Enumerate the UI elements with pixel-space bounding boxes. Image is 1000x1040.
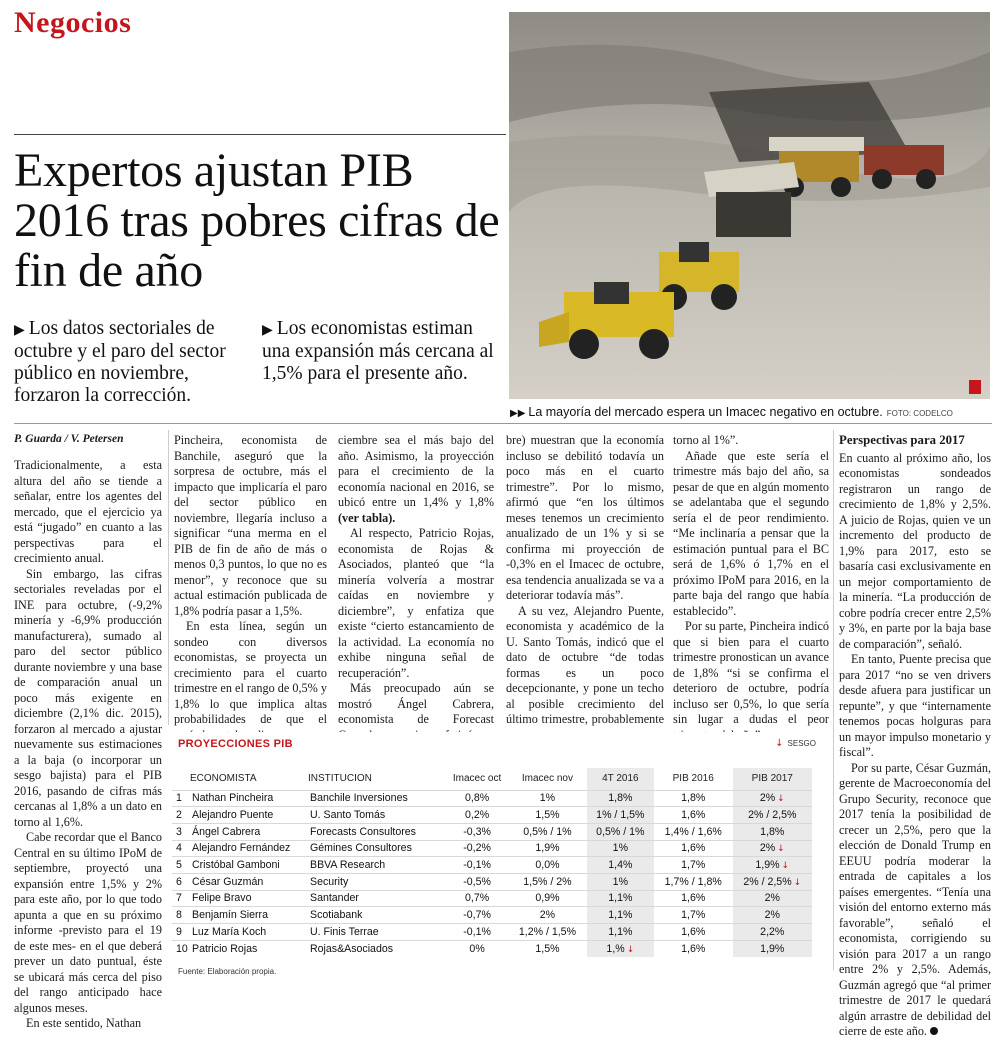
paragraph: En este sentido, Nathan xyxy=(26,1016,142,1030)
cell-value: -0,7% xyxy=(463,909,491,922)
paragraph: En tanto, Puente precisa que para 2017 “no se ven drivers desde afuera para justificar un repunte”, y que “internamente tenemos pocas holguras para un mayor impulso monetario y fiscal”. xyxy=(839,652,991,759)
deck-item-1 xyxy=(14,318,250,407)
table-row xyxy=(172,807,812,824)
article-column-4 xyxy=(506,433,664,743)
paragraph: Añade que este sería el trimestre más bajo del año, sa pesar de que en algún momento se adelantaba que el segundo sería el de peor rendimiento. “Me inclinaría a pensar que la estimación puntual para el BC será de 1,6% ó 1,7% en el próximo IPoM para 2016, en la parte baja del rango que había establecido”. xyxy=(673,448,829,618)
column-header: Imacec oct xyxy=(452,773,502,785)
table-cell xyxy=(587,907,654,924)
table-cell xyxy=(508,807,587,824)
cell-value: 0,2% xyxy=(465,809,490,822)
cell-value: 1,7% xyxy=(681,859,706,872)
cell-value: 5 xyxy=(176,859,182,872)
table-cell xyxy=(308,840,446,857)
cell-value: 1,6% xyxy=(681,942,706,955)
table-source: Fuente: Elaboración propia. xyxy=(178,967,277,976)
cell-value: 1% xyxy=(539,792,556,805)
article-column-3 xyxy=(338,433,494,759)
table-cell xyxy=(308,790,446,807)
end-mark-icon xyxy=(930,1027,938,1035)
cell-value: U. Santo Tomás xyxy=(310,809,386,822)
subheading: Perspectivas para 2017 xyxy=(839,433,965,447)
table-cell xyxy=(733,840,813,857)
table-cell xyxy=(172,840,190,857)
cell-value: 1,9% xyxy=(760,942,785,955)
arrow-down-icon: ↓ xyxy=(777,794,785,805)
triangle-bullet-icon: ▶ xyxy=(262,322,273,338)
table-cell xyxy=(308,873,446,890)
headline: Expertos ajustan PIB 2016 tras pobres cifras de fin de año xyxy=(14,144,500,297)
cell-value: Felipe Bravo xyxy=(192,892,252,905)
table-row xyxy=(172,857,812,874)
table-cell xyxy=(190,924,308,941)
table-cell xyxy=(190,823,308,840)
cell-value: 9 xyxy=(176,925,182,938)
caption-arrows-icon: ▶▶ xyxy=(510,408,526,419)
paragraph: Al respecto, Patricio Rojas, economista de Rojas & Asociados, planteó que “la minería volvería a mostrar caídas en noviembre y diciembre”, y enfatiza que existe “cierto estancamiento de la actividad. La economía no exhibe ninguna señal de recuperación”. xyxy=(338,526,494,680)
column-header: PIB 2016 xyxy=(672,773,714,785)
cell-value: Benjamín Sierra xyxy=(192,909,268,922)
table-cell xyxy=(654,907,733,924)
cell-value: 1,8% xyxy=(681,792,706,805)
table-cell xyxy=(733,924,813,941)
table-cell xyxy=(733,823,813,840)
cell-value: -0,3% xyxy=(463,825,491,838)
table-cell xyxy=(172,924,190,941)
table-cell xyxy=(190,807,308,824)
table-cell xyxy=(587,840,654,857)
table-cell xyxy=(190,890,308,907)
table-cell xyxy=(172,907,190,924)
table-cell xyxy=(733,907,813,924)
cell-value: Gémines Consultores xyxy=(310,842,412,855)
arrow-down-icon: ↓ xyxy=(626,944,635,955)
legend-label: SESGO xyxy=(787,739,816,748)
table-row xyxy=(172,823,812,840)
cell-value: 1,6% xyxy=(681,809,706,822)
cell-value: 1,7% xyxy=(681,909,706,922)
table-cell xyxy=(587,807,654,824)
table-cell xyxy=(308,940,446,957)
table-cell xyxy=(172,790,190,807)
paragraph: En cuanto al próximo año, los economistas sondeados registraron un rango de crecimiento de 1,8% y 2,5%. A juicio de Rojas, quien ve un incremento del producto de 1,9% para 2017, esto se basaría casi exclusivamente en un mejor comportamiento de la minería. “La producción de cobre podría crecer entre 2,5% y 3%, en parte por la baja base de comparación”, señaló. xyxy=(839,450,991,651)
cell-value: 1 xyxy=(176,792,182,805)
table-cell xyxy=(733,790,813,807)
triangle-bullet-icon: ▶ xyxy=(14,322,25,338)
table-cell xyxy=(587,790,654,807)
headline-rule xyxy=(14,134,506,135)
table-cell xyxy=(308,890,446,907)
paragraph: Sin embargo, las cifras sectoriales reveladas por el INE para octubre, (-9,2% minería y -6,9% producción manufacturera), sumado al paro del sector público durante noviembre y una base de comparación anual un poco más exigente en diciembre (2,1% dic. 2015), forzaron al mercado a ajustar nuevamente sus estimaciones a la baja (o incorporar un sesgo bajista) para el PIB 2016, pasando de cifras más cercanas al 1,8% a un dato en torno al 1,6%. xyxy=(14,566,162,829)
photo-caption xyxy=(510,405,994,419)
cell-value: 1,% xyxy=(606,942,625,955)
cell-value: 1,6% xyxy=(681,925,706,938)
table-cell xyxy=(172,823,190,840)
table-cell xyxy=(308,907,446,924)
paragraph-text: ciembre sea el más bajo del año. Asimismo, la proyección para el crecimiento de la economía nacional en 2016, se ubicó entre un 1,4% y 1,8% xyxy=(338,433,494,509)
cell-value: -0,1% xyxy=(463,859,491,872)
cell-value: 0% xyxy=(469,942,485,955)
cell-value: 2% xyxy=(764,909,780,922)
arrow-down-icon: ↓ xyxy=(793,877,802,888)
cell-value: -0,1% xyxy=(463,925,491,938)
table-row xyxy=(172,790,812,807)
table-cell xyxy=(446,857,508,874)
table-row xyxy=(172,924,812,941)
paragraph: Pincheira, economista de Banchile, aseguró que la sorpresa de octubre, más el impacto que implicaría el paro del sector público en noviembre, llegaría incluso a significar “una merma en el PIB de fin de año de más o menos 0,3 puntos, lo que no es menor”, y reconoce que su actual estimación publicada de 1,8% podría pasar a 1,5%. xyxy=(174,433,327,618)
article-column-6 xyxy=(839,433,991,1040)
table-cell xyxy=(190,840,308,857)
paragraph: Cabe recordar que el Banco Central en su último IPoM de septiembre, proyectó una expansión entre 1,5% y 2% para este año, por lo que todo apunta a que en su próximo informe -previsto para el 19 de este mes- en el que deberá prever un dato puntual, éste se ubicará más cerca del piso del rango anticipado hace algunos meses. xyxy=(14,830,162,1015)
table-cell xyxy=(654,840,733,857)
cell-value: 1,7% / 1,8% xyxy=(664,875,722,888)
table-cell xyxy=(190,873,308,890)
table-cell xyxy=(587,924,654,941)
table-cell xyxy=(654,857,733,874)
table-cell xyxy=(587,823,654,840)
table-cell xyxy=(172,890,190,907)
table-cell xyxy=(654,940,733,957)
cell-value: 2% xyxy=(759,842,776,855)
table-cell xyxy=(508,890,587,907)
mine-trucks-illustration xyxy=(509,12,990,399)
cell-value: 0,8% xyxy=(465,792,490,805)
table-cell xyxy=(508,873,587,890)
arrow-down-icon: ↓ xyxy=(781,861,790,872)
arrow-down-icon: ↓ xyxy=(777,844,785,855)
table-cell xyxy=(508,940,587,957)
table-cell xyxy=(508,907,587,924)
paragraph: Por su parte, Pincheira indicó que si bien para el cuarto trimestre pronostican un avance de 1,8% “si se confirma el deterioro de octubre, podría incluso ser 0,5%, lo que sería sin lugar a dudas el peor xyxy=(673,619,829,726)
deck-text-2: Los economistas estiman una expansión más cercana al 1,5% para el presente año. xyxy=(262,318,494,384)
cell-value: Rojas&Asociados xyxy=(310,942,394,955)
cell-value: Patricio Rojas xyxy=(192,942,258,955)
projections-table xyxy=(172,732,832,978)
cell-value: 1,6% xyxy=(681,842,706,855)
column-header: PIB 2017 xyxy=(733,768,813,790)
paragraph-text: Por su parte, César Guzmán, gerente de Macroeconomía del Grupo Security, reconoce que 2017 tenía la posibilidad de crecer un 2,5%, pero que la elección de Donald Trump en EEUU podría moderar la entrada de capitales a los países emergentes. “Tenía una visión del entorno externo más favorable”, señaló el economista, corrigiendo su visión para 2017 a un rango entre 2% y 2,5%. Además, Guzmán agregó que “al primer trimestre de 2017 le quedará algún arrastre de debilidad del cierre de este año. xyxy=(839,760,991,1038)
cell-value: Nathan Pincheira xyxy=(192,792,274,805)
paragraph: Más preocupado aún se mostró Ángel Cabrera, economista de Forecast xyxy=(338,681,494,726)
cell-value: 2 xyxy=(176,809,182,822)
article-column-1 xyxy=(14,458,162,1032)
cell-value: 2% xyxy=(759,792,776,805)
cell-value: -0,2% xyxy=(463,842,491,855)
table-cell xyxy=(446,790,508,807)
paragraph xyxy=(338,433,494,526)
cell-value: 1,9% xyxy=(535,842,560,855)
cell-value: U. Finis Terrae xyxy=(310,925,379,938)
table-cell xyxy=(308,807,446,824)
article-column-5 xyxy=(673,433,829,743)
table-cell xyxy=(172,940,190,957)
cell-value: -0,5% xyxy=(463,875,491,888)
article-column-2 xyxy=(174,433,327,743)
cell-value: 3 xyxy=(176,825,182,838)
projections-grid xyxy=(172,768,812,957)
column-header: INSTITUCION xyxy=(308,773,372,785)
cell-value: 1,2% / 1,5% xyxy=(518,925,576,938)
cell-value: Luz María Koch xyxy=(192,925,267,938)
table-cell xyxy=(172,857,190,874)
cell-value: 4 xyxy=(176,842,182,855)
paragraph: bre) muestran que la economía incluso se debilitó todavía un poco más en el cuarto trimestre”. Por lo mismo, afirmó que “en los últimos meses tenemos un crecimiento anualizado de un 1% y si se confirma mi proyección de -0,3% en el Imacec de octubre, esa tendencia anualizada se va a deteriorar todavía más”. xyxy=(506,433,664,602)
cell-value: BBVA Research xyxy=(310,859,386,872)
cell-value: 1,1% xyxy=(608,909,633,922)
cell-value: 1,5% xyxy=(535,942,560,955)
cell-value: Alejandro Fernández xyxy=(192,842,291,855)
cell-value: 0,7% xyxy=(465,892,490,905)
table-cell xyxy=(446,873,508,890)
table-cell xyxy=(446,823,508,840)
table-cell xyxy=(654,823,733,840)
cell-value: Santander xyxy=(310,892,359,905)
table-cell xyxy=(508,840,587,857)
table-cell xyxy=(733,873,813,890)
table-row xyxy=(172,840,812,857)
paragraph: A su vez, Alejandro Puente, economista y académico de la U. Santo Tomás, indicó que el dato de octubre “de todas formas es un poco decepcionante, y pone un techo al posible crecimiento del último trimestre, probablemente xyxy=(506,603,664,726)
body-top-rule xyxy=(14,423,992,424)
table-cell xyxy=(446,840,508,857)
cell-value: 10 xyxy=(176,942,188,955)
section-label: Negocios xyxy=(14,6,132,39)
table-cell xyxy=(308,857,446,874)
table-row xyxy=(172,890,812,907)
cell-value: 2% xyxy=(764,892,780,905)
cell-value: 1,4% xyxy=(608,859,633,872)
paragraph: En esta línea, según un sondeo con diversos economistas, se proyecta un crecimiento para el cuarto trimestre en el rango de 0,5% y 1,8% lo que implica altas probabilidades de que el xyxy=(174,619,327,726)
cell-value: 1,4% / 1,6% xyxy=(664,825,722,838)
cell-value: César Guzmán xyxy=(192,875,264,888)
column-header: Imacec nov xyxy=(521,773,573,785)
cell-value: 6 xyxy=(176,875,182,888)
table-cell xyxy=(733,807,813,824)
table-cell xyxy=(446,807,508,824)
table-cell xyxy=(172,807,190,824)
table-cell xyxy=(446,940,508,957)
arrow-down-icon: ↓ xyxy=(775,738,784,749)
table-cell xyxy=(587,890,654,907)
deck-item-2 xyxy=(262,318,498,385)
mining-photo xyxy=(509,12,990,399)
table-cell xyxy=(733,857,813,874)
table-cell xyxy=(733,890,813,907)
table-title: PROYECCIONES PIB xyxy=(178,738,293,750)
table-legend xyxy=(775,738,816,749)
table-cell xyxy=(190,940,308,957)
cell-value: 7 xyxy=(176,892,182,905)
cell-value: Scotiabank xyxy=(310,909,363,922)
cell-value: 1% xyxy=(612,875,628,888)
table-cell xyxy=(654,890,733,907)
photo-credit: FOTO: CODELCO xyxy=(886,409,953,418)
cell-value: 1,8% xyxy=(608,792,633,805)
column-divider xyxy=(168,430,169,725)
cell-value: 1,6% xyxy=(681,892,706,905)
table-cell xyxy=(508,857,587,874)
cell-value: 1% / 1,5% xyxy=(596,809,645,822)
table-cell xyxy=(446,924,508,941)
table-cell xyxy=(308,924,446,941)
cell-value: Banchile Inversiones xyxy=(310,792,408,805)
column-divider xyxy=(833,430,834,970)
cell-value: Forecasts Consultores xyxy=(310,825,416,838)
cell-value: Security xyxy=(310,875,349,888)
table-cell xyxy=(654,790,733,807)
table-cell xyxy=(446,907,508,924)
cell-value: 1% xyxy=(612,842,628,855)
cell-value: 0,0% xyxy=(535,859,560,872)
paragraph xyxy=(839,761,991,1040)
table-row xyxy=(172,907,812,924)
deck-text-1: Los datos sectoriales de octubre y el paro del sector público en noviembre, forzaron la corrección. xyxy=(14,318,226,406)
table-cell xyxy=(190,907,308,924)
paragraph: torno al 1%”. xyxy=(673,433,739,447)
byline: P. Guarda / V. Petersen xyxy=(14,433,124,445)
table-reference: (ver tabla). xyxy=(338,510,396,525)
cell-value: 1,1% xyxy=(608,892,633,905)
cell-value: Ángel Cabrera xyxy=(192,825,261,838)
table-cell xyxy=(587,857,654,874)
table-row xyxy=(172,940,812,957)
table-cell xyxy=(654,873,733,890)
table-row xyxy=(172,873,812,890)
paragraph: Tradicionalmente, a esta altura del año se tiende a señalar, entre los agentes del mercado, que el ejercicio ya está “jugado” en cuanto a las perspectivas para el crecimiento anual. xyxy=(14,458,162,565)
table-header-row xyxy=(172,768,812,790)
table-cell xyxy=(508,790,587,807)
table-cell xyxy=(587,873,654,890)
table-cell xyxy=(172,873,190,890)
table-cell xyxy=(508,924,587,941)
cell-value: 0,9% xyxy=(535,892,560,905)
table-cell xyxy=(190,857,308,874)
table-cell xyxy=(308,823,446,840)
cell-value: 1,8% xyxy=(760,825,785,838)
table-cell xyxy=(508,823,587,840)
table-cell xyxy=(587,940,654,957)
cell-value: 1,1% xyxy=(608,925,633,938)
cell-value: 1,5% xyxy=(535,809,560,822)
cell-value: Alejandro Puente xyxy=(192,809,274,822)
table-cell xyxy=(190,790,308,807)
cell-value: 8 xyxy=(176,909,182,922)
table-cell xyxy=(446,890,508,907)
cell-value: 2% / 2,5% xyxy=(743,875,792,888)
cell-value: 2% xyxy=(539,909,556,922)
table-cell xyxy=(654,807,733,824)
column-header: 4T 2016 xyxy=(587,768,654,790)
caption-text: La mayoría del mercado espera un Imacec negativo en octubre. xyxy=(528,405,883,419)
cell-value: 2% / 2,5% xyxy=(748,809,797,822)
cell-value: 0,5% / 1% xyxy=(596,825,645,838)
cell-value: 1,9% xyxy=(755,859,780,872)
table-cell xyxy=(733,940,813,957)
cell-value: 0,5% / 1% xyxy=(523,825,572,838)
column-header: ECONOMISTA xyxy=(190,773,257,785)
cell-value: 2,2% xyxy=(760,925,785,938)
cell-value: Cristóbal Gamboni xyxy=(192,859,280,872)
table-cell xyxy=(654,924,733,941)
cell-value: 1,5% / 2% xyxy=(523,875,572,888)
